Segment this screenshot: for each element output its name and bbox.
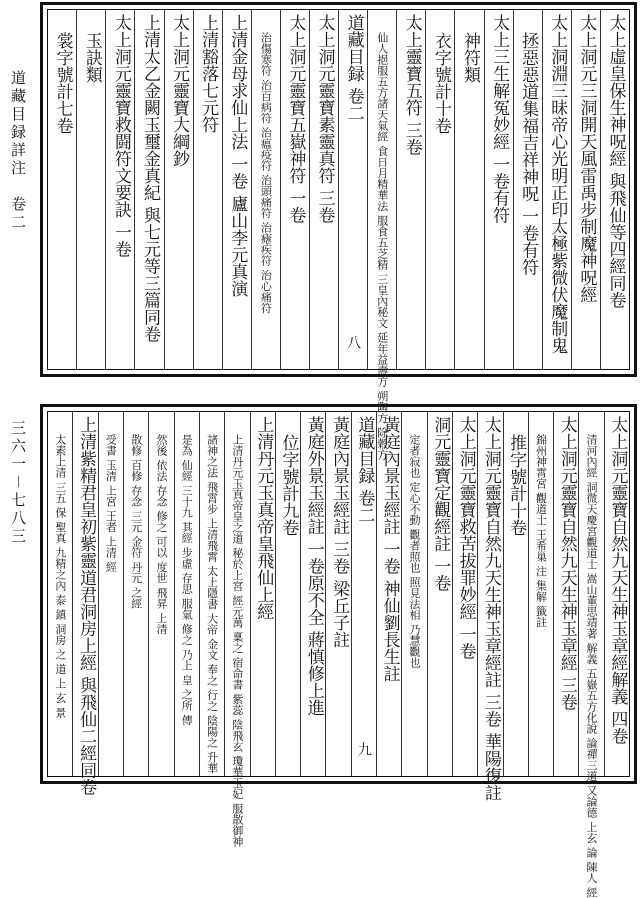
text-column: 太上靈寶五符 三卷 [396,10,425,369]
running-head: 道藏目録詳注 卷二 [9,70,27,232]
text-column: 黃庭內景玉經註 三卷 梁丘子註 [325,412,350,776]
annotation-column: 太素上清 三五 保 聖真 九精之內 泰 鎮 洞房 之 道 上 玄 景 [53,434,67,718]
text-column: 拯惡惡道集福吉祥神呪 一卷有符 [513,10,542,369]
volume-label: 推字號計十卷 [503,412,528,776]
text-column: 太上洞元靈寶自然九天生神玉章經 三卷 [553,412,578,776]
text-column: 上清太乙金闕玉璽金真紀 與七元等三篇同卷 [134,10,163,369]
center-label: 道藏目録 卷二 八 [338,10,367,369]
text-column: 太上洞元靈寶五嶽神符 一卷 [280,10,309,369]
annotation-column: 然後 依法 存念 修之 可以 度世 飛昇 上清 [148,412,173,776]
text-column: 上清丹元玉真帝皇飛仙上經 [250,412,275,776]
center-label: 道藏目録 卷二 九 [351,412,376,776]
page-number: 三六一－七八三 [9,420,27,547]
annotation-column: 仙人挹服五方諸天氣經 食日月精華法 服食五芝精 三皇內秘文 延年益壽方 朔陶方 除穀方 [367,10,396,369]
annotation-column: 錦州神霄宮 觀道士 王希巢 注 集解 籤註 [528,412,553,776]
annotation-column: 諸神之法 飛霄步 上清飛霄 太上隱書 大帝 金文 奉之 行之 陰陽之 升華 [199,412,224,776]
annotation-column: 清河內經 洞微天慶宮觀道士 嵩山董思靖著 解義 五嶽五方化說 論禪三道 又論德 上玄 論 陳人 經 [578,412,603,776]
text-column: 黃庭內景玉經註 一卷 神仙劉長生註 [376,412,401,776]
text-column: 太上洞元靈寶自然九天生神玉章經解義 四卷 [604,412,629,776]
annotation-column: 受書 玉清 上宮 王者 上清 經 [98,412,123,776]
text-column: 太上洞元三洞開天風雷禹步制魔神呪經 [571,10,600,369]
text-column: 黃庭外景玉經註 一卷原不全 蔣慎修上進 [300,412,325,776]
volume-label: 裳字號計七卷 [52,32,73,134]
annotation-column: 散修 百修 存念 三元 金符 丹元 之經 [123,412,148,776]
volume-label: 衣字號計十卷 [425,10,454,369]
text-column: 上清豁落七元符 [193,10,222,369]
lower-page [40,404,637,898]
upper-page [40,2,637,460]
annotation-column: 是為 仙經 三十九 其經 步虛 存思 服氣 修之 乃上 皇 之所 傳 [174,412,199,776]
text-column: 洞元靈寶定觀經註 一卷 [427,412,452,776]
text-column: 太上三生解冤妙經 一卷有符 [484,10,513,369]
annotation-column: 定者寂也 定心不動 觀者照也 照見法相 乃慧觀也 [401,412,426,776]
text-column: 上清金母求仙上法 一卷 廬山李元真演 [222,10,251,369]
folio-number: 九 [355,742,372,756]
text-column: 太上洞元靈寶救苦拔罪妙經 一卷 [452,412,477,776]
text-column: 太上洞元靈寶救闘符文要訣 一卷 [105,10,134,369]
text-column: 太上洞元靈寶大綱鈔 [164,10,193,369]
text-column: 上清紫精君皇初紫靈道君洞房上經 與飛仙二經同卷 [72,412,97,776]
text-column: 太上洞元靈寶素靈真符 三卷 [309,10,338,369]
section-heading: 神符類 [454,10,483,369]
text-column: 太上洞淵三昧帝心光明正印太極紫微伏魔制鬼 [542,10,571,369]
volume-label: 位字號計九卷 [275,412,300,776]
section-heading: 玉訣類 [76,10,105,369]
text-column: 太上虛皇保生神呪經 與飛仙等四經同卷 [600,10,629,369]
folio-number: 八 [345,335,362,349]
annotation-column: 治傷寒符 治百病符 治瘟疫符 治頭痛符 治瘧疾符 治心痛符 [251,10,280,369]
annotation-column: 上清丹元玉真帝皇之道 秘於上宮 經元萬 稟之 宿命書 紫蕊 陰飛玄 瓊華玉妃 服散御神 [224,412,249,776]
text-column: 太上洞元靈寶自然九天生神玉章經註 三卷 華陽復註 [477,412,502,776]
